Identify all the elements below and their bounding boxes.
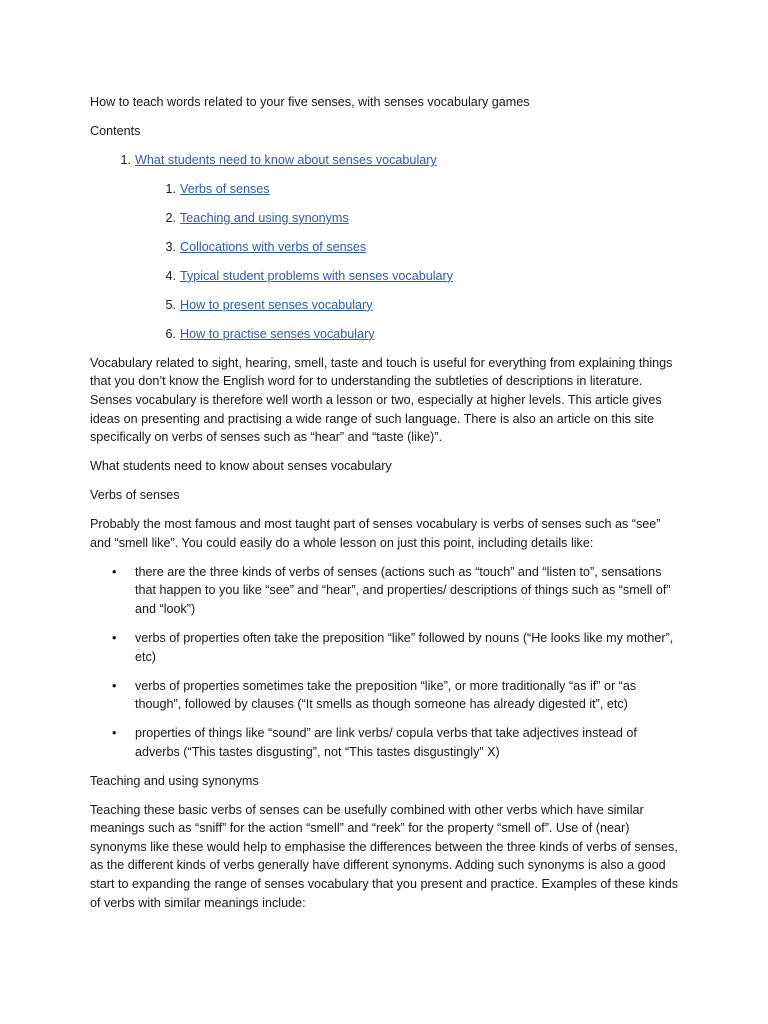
subsection-heading: Teaching and using synonyms bbox=[90, 773, 259, 788]
section-heading: What students need to know about senses vocabulary bbox=[90, 459, 392, 474]
table-of-contents bbox=[90, 151, 680, 344]
toc-subitem bbox=[135, 325, 680, 344]
subsection-heading: Verbs of senses bbox=[90, 488, 180, 503]
bullet-item bbox=[90, 677, 680, 714]
document-title: How to teach words related to your five senses, with senses vocabulary games bbox=[90, 95, 530, 109]
bullet-item bbox=[90, 724, 680, 761]
bullet-icon: • bbox=[112, 726, 117, 741]
bullet-text: there are the three kinds of verbs of senses (actions such as “touch” and “listen to”, sensations that happen to you like “see” and “hear”, and properties/ descriptions of things such as “smell of” and “look”) bbox=[135, 564, 671, 616]
bullet-text: verbs of properties sometimes take the preposition “like”, or more traditionally “as if” or “as though”, followed by clauses (“It smells as though someone has already digested it”, etc) bbox=[135, 678, 637, 712]
bullet-text: properties of things like “sound” are link verbs/ copula verbs that take adjectives instead of adverbs (“This tastes disgusting”, not “This tastes disgustingly” X) bbox=[135, 726, 637, 759]
toc-number: 1. bbox=[120, 152, 131, 167]
toc-subitem bbox=[135, 238, 680, 257]
toc-link-present[interactable]: How to present senses vocabulary bbox=[180, 297, 373, 312]
bullet-icon: • bbox=[112, 630, 117, 645]
document-body bbox=[90, 93, 680, 923]
body-paragraph: Probably the most famous and most taught part of senses vocabulary is verbs of senses such as “see” and “smell like”. You could easily do a whole lesson on just this point, including details like: bbox=[90, 517, 661, 550]
toc-link-synonyms[interactable]: Teaching and using synonyms bbox=[180, 210, 349, 225]
toc-subitem bbox=[135, 209, 680, 228]
toc-link-collocations[interactable]: Collocations with verbs of senses bbox=[180, 239, 367, 254]
toc-subitem bbox=[135, 296, 680, 315]
toc-link-practise[interactable]: How to practise senses vocabulary bbox=[180, 326, 375, 341]
toc-subnumber: 5. bbox=[165, 297, 176, 312]
intro-paragraph: Vocabulary related to sight, hearing, smell, taste and touch is useful for everything from explaining things that you don’t know the English word for to understanding the subtleties of descriptions in literature. Senses vocabulary is therefore well worth a lesson or two, especially at higher levels. This article gives ideas on presenting and practising a wide range of such language. There is also an article on this site specifically on verbs of senses such as “hear” and “taste (like)”. bbox=[90, 355, 673, 445]
toc-link-student-problems[interactable]: Typical student problems with senses vocabulary bbox=[180, 268, 453, 283]
toc-subnumber: 4. bbox=[165, 268, 176, 283]
contents-label: Contents bbox=[90, 123, 141, 138]
toc-item-main bbox=[90, 151, 680, 344]
toc-sublist bbox=[135, 180, 680, 344]
bullet-icon: • bbox=[112, 678, 117, 693]
bullet-text: verbs of properties often take the preposition “like” followed by nouns (“He looks like my mother”, etc) bbox=[135, 630, 674, 664]
bullet-item bbox=[90, 629, 680, 666]
bullet-list bbox=[90, 563, 680, 762]
body-paragraph: Teaching these basic verbs of senses can be usefully combined with other verbs which have similar meanings such as “sniff” for the action “smell” and “reek” for the property “smell of”. Use of (near) synonyms like these would help to emphasise the differences between the three kinds of verbs of senses, as the different kinds of verbs generally have different synonyms. Adding such synonyms is also a good start to expanding the range of senses vocabulary that you present and practice. Examples of these kinds of verbs with similar meanings include: bbox=[90, 802, 679, 910]
toc-link-main[interactable]: What students need to know about senses vocabulary bbox=[135, 152, 437, 167]
bullet-item bbox=[90, 563, 680, 619]
toc-link-verbs-of-senses[interactable]: Verbs of senses bbox=[180, 181, 270, 196]
toc-subnumber: 6. bbox=[165, 326, 176, 341]
toc-subitem bbox=[135, 267, 680, 286]
toc-subnumber: 3. bbox=[165, 239, 176, 254]
toc-subitem bbox=[135, 180, 680, 199]
toc-subnumber: 2. bbox=[165, 210, 176, 225]
toc-subnumber: 1. bbox=[165, 181, 176, 196]
bullet-icon: • bbox=[112, 564, 117, 579]
